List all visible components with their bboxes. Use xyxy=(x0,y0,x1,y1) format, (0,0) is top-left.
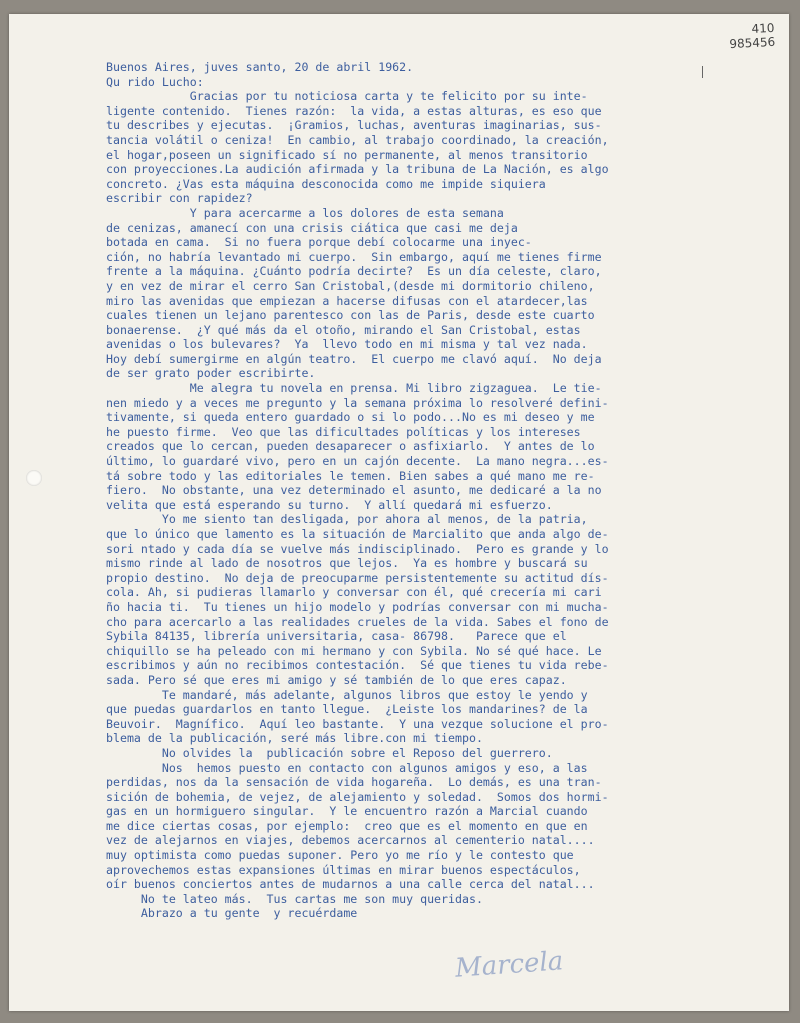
letter-line: sori ntado y cada día se vuelve más indisciplinado. Pero es grande y lo xyxy=(106,541,609,556)
archive-number xyxy=(728,21,775,51)
letter-line: Sybila 84135, librería universitaria, casa- 86798. Parece que el xyxy=(106,629,567,644)
letter-line: que lo único que lamento es la situación de Marcialito que anda algo de- xyxy=(106,527,609,541)
letter-line: Abrazo a tu gente y recuérdame xyxy=(106,906,358,921)
letter-line: miro las avenidas que empiezan a hacerse difusas con el atardecer,las xyxy=(106,293,588,308)
letter-line: Me alegra tu novela en prensa. Mi libro zigzaguea. Le tie- xyxy=(106,381,602,396)
letter-line: Qu rido Lucho: xyxy=(106,74,204,89)
letter-line: No olvides la publicación sobre el Reposo del guerrero. xyxy=(106,745,553,760)
letter-line: nen miedo y a veces me pregunto y la semana próxima lo resolveré defini- xyxy=(106,395,609,410)
letter-line: perdidas, nos da la sensación de vida hogareña. Lo demás, es una tran- xyxy=(106,775,602,790)
letter-line: No te lateo más. Tus cartas me son muy queridas. xyxy=(106,891,483,906)
letter-line: blema de la publicación, seré más libre.con mi tiempo. xyxy=(106,731,483,746)
letter-line: ño hacia ti. Tu tienes un hijo modelo y podrías conversar con mi mucha- xyxy=(106,599,609,614)
letter-line: avenidas o los bulevares? Ya llevo todo en mi misma y tal vez nada. xyxy=(106,337,588,352)
letter-line: Te mandaré, más adelante, algunos libros que estoy le yendo y xyxy=(106,687,588,702)
letter-line: Gracias por tu noticiosa carta y te felicito por su inte- xyxy=(106,89,588,104)
signature-text: Marcela xyxy=(454,946,565,984)
letter-line: me dice ciertas cosas, por ejemplo: creo que es el momento en que en xyxy=(106,818,588,833)
letter-line: creados que lo cercan, pueden desaparecer o asfixiarlo. Y antes de lo xyxy=(106,439,595,454)
letter-line: sada. Pero sé que eres mi amigo y sé también de lo que eres capaz. xyxy=(106,672,567,687)
letter-line: con proyecciones.La audición afirmada y la tribuna de La Nación, es algo xyxy=(106,162,609,177)
letter-line: Nos hemos puesto en contacto con algunos amigos y eso, a las xyxy=(106,760,588,775)
letter-line: tá sobre todo y las editoriales le temen. Bien sabes a qué mano me re- xyxy=(106,468,595,483)
archive-number-top: 410 xyxy=(751,20,775,36)
letter-line: bonaerense. ¿Y qué más da el otoño, mirando el San Cristobal, estas xyxy=(106,322,581,337)
letter-line: tivamente, si queda entero guardado o si lo podo...No es mi deseo y me xyxy=(106,410,595,425)
letter-line: propio destino. No deja de preocuparme persistentemente su actitud dís- xyxy=(106,570,609,585)
letter-line: Y para acercarme a los dolores de esta semana xyxy=(106,205,504,220)
letter-line: escribir con rapidez? xyxy=(106,191,253,206)
letter-line: chiquillo se ha peleado con mi hermano y con Sybila. No sé qué hace. Le xyxy=(106,643,602,658)
letter-line: he puesto firme. Veo que las dificultades políticas y los intereses xyxy=(106,424,581,439)
letter-line: ción, no habría levantado mi cuerpo. Sin embargo, aquí me tienes firme xyxy=(106,249,602,264)
letter-line: cola. Ah, si pudieras llamarlo y conversar con él, qué crecería mi cari xyxy=(106,585,602,600)
letter-line: fiero. No obstante, una vez determinado el asunto, me dedicaré a la no xyxy=(106,483,602,498)
archive-number-bottom: 985456 xyxy=(729,34,776,52)
letter-line: último, lo guardaré vivo, pero en un cajón decente. La mano negra...es- xyxy=(106,454,609,469)
letter-line: Hoy debí sumergirme en algún teatro. El cuerpo me clavó aquí. No deja xyxy=(106,351,602,366)
letter-line: ligente contenido. Tienes razón: la vida, a estas alturas, es eso que xyxy=(106,103,602,118)
letter-line: el hogar,poseen un significado sí no permanente, al menos transitorio xyxy=(106,147,588,162)
letter-line: que puedas guardarlos en tanto llegue. ¿Leiste los mandarines? de la xyxy=(106,702,588,717)
letter-line: concreto. ¿Vas esta máquina desconocida como me impide siquiera xyxy=(106,176,546,191)
letter-line: velita que está esperando su turno. Y allí quedará mi esfuerzo. xyxy=(106,497,553,512)
letter-line: Beuvoir. Magnífico. Aquí leo bastante. Y una vezque solucione el pro- xyxy=(106,716,609,731)
letter-line: de ser grato poder escribirte. xyxy=(106,366,316,381)
letter-line: aprovechemos estas expansiones últimas en mirar buenos espectáculos, xyxy=(106,862,581,877)
letter-line: gas en un hormiguero singular. Y le encuentro razón a Marcial cuando xyxy=(106,804,588,819)
letter-body xyxy=(106,60,766,921)
letter-line: de cenizas, amanecí con una crisis ciática que casi me deja xyxy=(106,220,518,235)
letter-line: Yo me siento tan desligada, por ahora al menos, de la patria, xyxy=(106,512,588,527)
letter-line: Buenos Aires, juves santo, 20 de abril 1962. xyxy=(106,60,414,74)
letter-line: tancia volátil o ceniza! En cambio, al trabajo coordinado, la creación, xyxy=(106,132,609,147)
letter-line: muy optimista como puedas suponer. Pero yo me río y le contesto que xyxy=(106,848,574,863)
letter-line: cho para acercarlo a las realidades crueles de la vida. Sabes el fono de xyxy=(106,614,609,629)
letter-line: mismo rinde al lado de nosotros que lejos. Ya es hombre y buscará su xyxy=(106,556,588,571)
punch-hole xyxy=(26,470,42,486)
letter-line: oír buenos conciertos antes de mudarnos a una calle cerca del natal... xyxy=(106,877,595,892)
letter-line: sición de bohemia, de vejez, de alejamiento y soledad. Somos dos hormi- xyxy=(106,789,609,804)
letter-line: y en vez de mirar el cerro San Cristobal,(desde mi dormitorio chileno, xyxy=(106,278,595,293)
letter-line: botada en cama. Si no fuera porque debí colocarme una inyec- xyxy=(106,235,532,250)
letter-line: cuales tienen un lejano parentesco con las de Paris, desde este cuarto xyxy=(106,308,595,323)
letter-line: frente a la máquina. ¿Cuánto podría decirte? Es un día celeste, claro, xyxy=(106,264,602,279)
letter-line: vez de alejarnos en viajes, debemos acercarnos al cementerio natal.... xyxy=(106,833,595,848)
letter-line: tu describes y ejecutas. ¡Gramios, luchas, aventuras imaginarias, sus- xyxy=(106,118,602,133)
letter-line: escribimos y aún no recibimos contestación. Sé que tienes tu vida rebe- xyxy=(106,658,609,673)
